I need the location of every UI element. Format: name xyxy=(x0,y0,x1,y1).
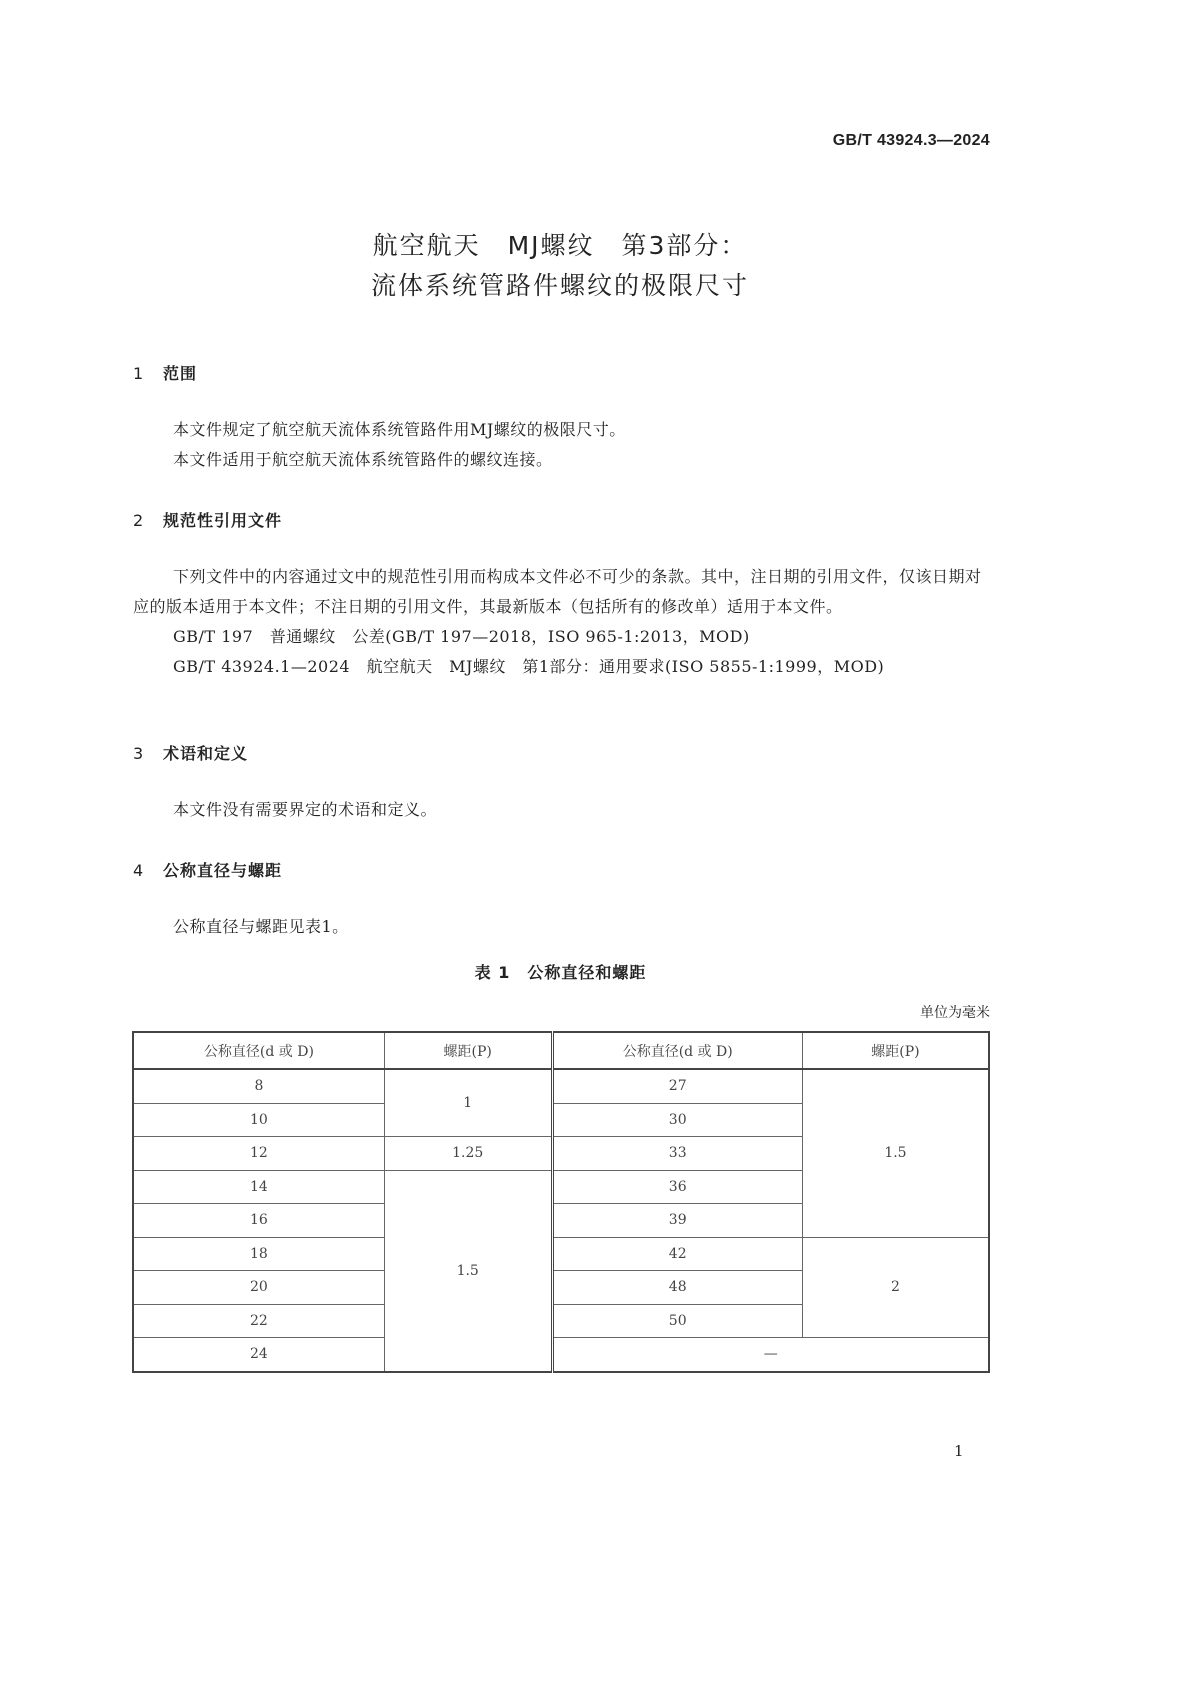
standard-number: GB/T 43924.3—2024 xyxy=(832,132,990,149)
document-title-line2: 流体系统管路件螺纹的极限尺寸 xyxy=(370,271,749,300)
table-cell: 10 xyxy=(133,1103,384,1137)
page-number: 1 xyxy=(954,1442,964,1460)
section-1-body: 本文件规定了航空航天流体系统管路件用MJ螺纹的极限尺寸。 本文件适用于航空航天流体系统管路件的螺纹连接。 xyxy=(173,420,626,469)
table-cell: 48 xyxy=(552,1271,802,1305)
table-unit: 单位为毫米 xyxy=(920,1005,990,1021)
table-cell: — xyxy=(552,1338,989,1372)
header-pitch: 螺距(P) xyxy=(384,1032,552,1069)
table-cell: 18 xyxy=(133,1237,384,1271)
table-header-row xyxy=(133,1032,989,1069)
table-cell: 27 xyxy=(552,1069,802,1103)
header-diameter: 公称直径(d 或 D) xyxy=(552,1032,802,1069)
table-cell: 50 xyxy=(552,1304,802,1338)
table-cell: 12 xyxy=(133,1137,384,1171)
table-cell: 39 xyxy=(552,1204,802,1238)
header-diameter: 公称直径(d 或 D) xyxy=(133,1032,384,1069)
section-1-heading: 1 范围 xyxy=(133,364,198,383)
table-row xyxy=(133,1069,989,1103)
table-cell: 1.5 xyxy=(384,1170,552,1372)
reference-gbt43924-1: GB/T 43924.1—2024 航空航天 MJ螺纹 第1部分：通用要求(ISO 5855-1:1999，MOD) xyxy=(173,657,885,676)
section-4-heading: 4 公称直径与螺距 xyxy=(133,861,283,880)
table-cell: 30 xyxy=(552,1103,802,1137)
table-cell: 16 xyxy=(133,1204,384,1238)
table-row xyxy=(133,1237,989,1271)
table-caption: 表 1 公称直径和螺距 xyxy=(474,963,647,982)
document-title-line1: 航空航天 MJ螺纹 第3部分： xyxy=(372,231,748,260)
table-cell: 22 xyxy=(133,1304,384,1338)
diameter-pitch-table xyxy=(132,1031,990,1373)
table-cell: 1.5 xyxy=(802,1069,989,1237)
table-cell: 8 xyxy=(133,1069,384,1103)
table-cell: 33 xyxy=(552,1137,802,1171)
table-cell: 20 xyxy=(133,1271,384,1305)
table-cell: 1 xyxy=(384,1069,552,1137)
reference-gbt197: GB/T 197 普通螺纹 公差(GB/T 197—2018，ISO 965-1:2013，MOD) xyxy=(173,627,750,646)
section-2-body: 下列文件中的内容通过文中的规范性引用而构成本文件必不可少的条款。其中，注日期的引用文件，仅该日期对应的版本适用于本文件；不注日期的引用文件，其最新版本（包括所有的修改单）适用于本文件。 GB/T 197 普通螺纹 公差(GB/T 197—2018，ISO 965-1:2013，MOD) GB/T 43924.1—2024 航空航天 MJ螺纹 第1部分：通用要求(ISO 5855-1:1999，MOD) xyxy=(133,562,991,682)
header-pitch: 螺距(P) xyxy=(802,1032,989,1069)
table-cell: 42 xyxy=(552,1237,802,1271)
table-cell: 2 xyxy=(802,1237,989,1338)
table-cell: 14 xyxy=(133,1170,384,1204)
section-2-heading: 2 规范性引用文件 xyxy=(133,511,283,530)
section-3-heading: 3 术语和定义 xyxy=(133,744,249,763)
table-cell: 24 xyxy=(133,1338,384,1372)
table-cell: 1.25 xyxy=(384,1137,552,1171)
table-row xyxy=(133,1338,989,1372)
table-cell: 36 xyxy=(552,1170,802,1204)
section-3-body: 本文件没有需要界定的术语和定义。 xyxy=(173,800,438,819)
section-4-body: 公称直径与螺距见表1。 xyxy=(173,917,349,936)
